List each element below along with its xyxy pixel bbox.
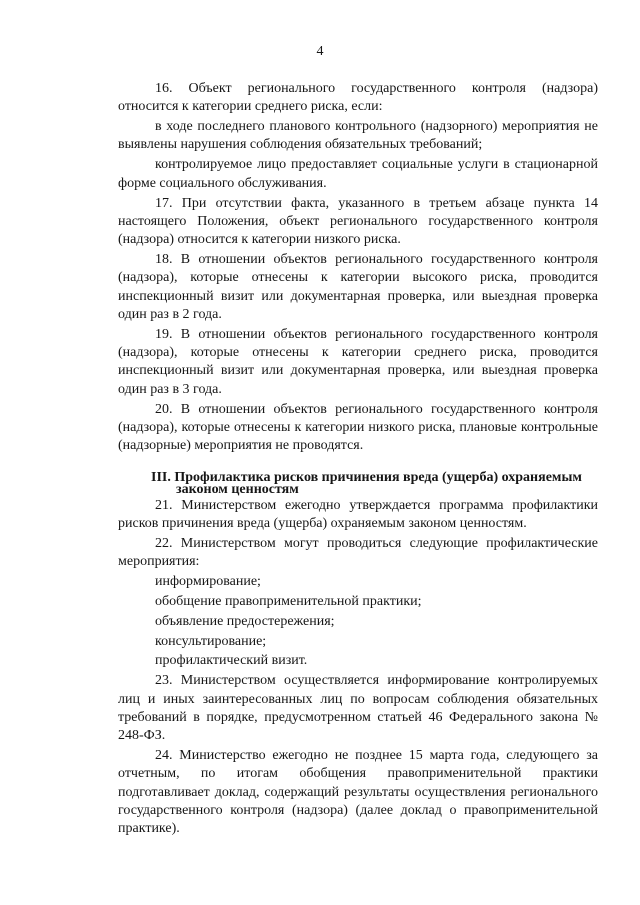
paragraph: обобщение правоприменительной практики; [155,593,422,609]
section-heading-line: III. Профилактика рисков причинения вреда (ущерба) охраняемым [151,469,582,485]
paragraph: информирование; [155,573,261,589]
paragraph: консультирование; [155,633,267,649]
paragraph: контролируемое лицо предоставляет социальные услуги в стационарной форме социального обслуживания. [118,157,598,191]
paragraph: 19. В отношении объектов регионального государственного контроля (надзора), которые отнесены к категории среднего риска, проводится инспекционный визит или документарная проверка, или выездная проверка один раз в 3 года. [118,326,598,397]
section-heading [118,469,598,497]
paragraph: 20. В отношении объектов регионального государственного контроля (надзора), которые отнесены к категории низкого риска, плановые контрольные (надзорные) мероприятия не проводятся. [118,401,598,454]
paragraph: 16. Объект регионального государственного контроля (надзора) относится к категории среднего риска, если: [118,81,598,115]
paragraph: 23. Министерством осуществляется информирование контролируемых лиц и иных заинтересованных лиц по вопросам соблюдения обязательных требований в порядке, предусмотренном статьей 46 Федерального закона № 248-ФЗ. [118,673,598,744]
paragraph: 18. В отношении объектов регионального государственного контроля (надзора), которые отнесены к категории высокого риска, проводится инспекционный визит или документарная проверка, или выездная проверка один раз в 2 года. [118,252,598,322]
paragraph: 17. При отсутствии факта, указанного в третьем абзаце пункта 14 настоящего Положения, объект регионального государственного контроля (надзора) относится к категории низкого риска. [118,195,598,248]
document-body [118,80,598,840]
paragraph: 21. Министерством ежегодно утверждается программа профилактики рисков причинения вреда (ущерба) охраняемым законом ценностям. [118,497,598,531]
paragraph: профилактический визит. [155,653,308,669]
paragraph: объявление предостережения; [155,613,335,629]
paragraph: 22. Министерством могут проводиться следующие профилактические мероприятия: [118,535,598,569]
section-heading-line: законом ценностям [176,481,299,497]
page-number: 4 [316,44,324,59]
paragraph: в ходе последнего планового контрольного (надзорного) мероприятия не выявлены нарушения соблюдения обязательных требований; [118,119,598,153]
paragraph: 24. Министерство ежегодно не позднее 15 марта года, следующего за отчетным, по итогам обобщения правоприменительной практики подготавливает доклад, содержащий результаты осуществления регионального государственного контроля (надзора) (далее доклад о правоприменительной практике). [118,748,598,837]
